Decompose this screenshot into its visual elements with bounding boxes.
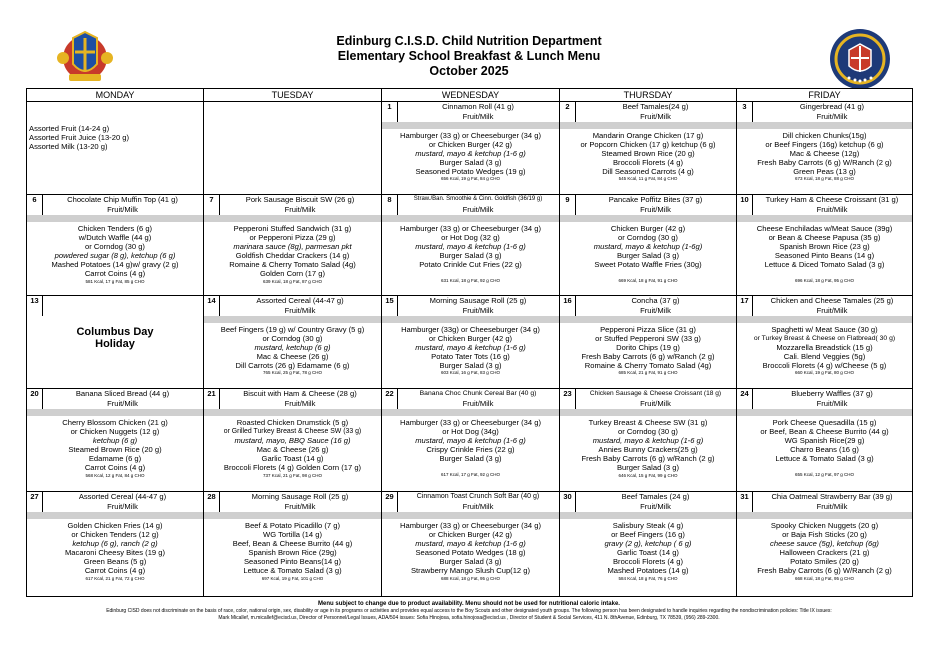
breakfast-item: Chicken Sausage & Cheese Croissant (18 g) [589, 390, 722, 397]
day-number: 23 [560, 389, 576, 409]
lunch-item: Lettuce & Diced Tomato Salad (3 g) [764, 260, 885, 270]
lunch-item: Mac & Cheese (26 g) [256, 352, 329, 362]
lunch-item: Cheese Enchiladas w/Meat Sauce (39g) [756, 224, 893, 233]
separator-band [382, 512, 559, 519]
fruit-milk: Fruit/Milk [284, 501, 316, 511]
lunch-item: Dorito Chips (19 g) [616, 343, 680, 353]
separator-band [27, 409, 203, 416]
lunch-item: Beef & Potato Picadillo (7 g) [245, 521, 340, 530]
lunch-item: Beef, Bean & Cheese Burrito (44 g) [232, 539, 353, 549]
nutrition-info: 668 Kcal, 18 g Fat, 95 g CHO [794, 575, 855, 581]
menu-notice: Menu subject to change due to product availability. Menu should not be used for nutritional caloric intake. [318, 601, 620, 607]
day-number: 14 [204, 296, 220, 316]
fruit-milk: Fruit/Milk [640, 398, 671, 408]
day-number: 7 [204, 195, 220, 215]
separator-band [737, 512, 912, 519]
day-cell-oct-21 [204, 389, 382, 492]
breakfast-item: Pancake Poffitz Bites (37 g) [608, 195, 703, 204]
fruit-milk: Fruit/Milk [816, 305, 848, 315]
lunch-item: Spooky Chicken Nuggets (20 g) [770, 521, 879, 530]
lunch-item: Carrot Coins (4 g) [84, 269, 146, 279]
lunch-item: Burger Salad (3 g) [439, 158, 502, 168]
lunch-item: Annies Bunny Crackers(25 g) [598, 445, 698, 455]
lunch-item: Pepperoni Stuffed Sandwich (31 g) [233, 224, 352, 233]
breakfast-item: Chia Oatmeal Strawberry Bar (39 g) [771, 492, 893, 501]
separator-band [560, 215, 736, 222]
lunch-item: Beef Fingers (19 g) w/ Country Gravy (5 g) [220, 325, 365, 334]
nutrition-info: 617 Kcal, 21 g Fat, 72 g CHO [85, 575, 145, 581]
lunch-item: Hamburger (33 g) or Cheeseburger (34 g) [400, 418, 541, 427]
lunch-item: Mandarin Orange Chicken (17 g) [592, 131, 704, 140]
nutrition-info: 617 Kcal, 17 g Fat, 92 g CHO [440, 472, 501, 478]
breakfast-item: Chicken and Cheese Tamales (25 g) [770, 296, 894, 305]
lunch-item: Hamburger (33g) or Cheeseburger (34 g) [401, 325, 540, 334]
condiments: ketchup (6 g), ranch (2 g) [72, 539, 158, 549]
lunch-item: Carrot Coins (4 g) [84, 463, 146, 473]
day-number: 8 [382, 195, 398, 215]
day-cell-oct-29 [382, 492, 560, 597]
day-cell-oct-30 [560, 492, 737, 597]
lunch-item: or Hot Dog (34g) [442, 427, 499, 437]
fruit-milk: Fruit/Milk [284, 204, 316, 214]
lunch-item: Broccoli Florets (4 g) [612, 557, 684, 567]
lunch-item: Hamburger (33 g) or Cheeseburger (34 g) [400, 224, 541, 233]
day-header-wednesday: WEDNESDAY [382, 89, 560, 102]
day-number: 10 [737, 195, 753, 215]
fruit-milk: Fruit/Milk [816, 111, 848, 121]
nutrition-info: 669 Kcal, 18 g Fat, 91 g CHO [618, 278, 678, 284]
day-cell-oct-17 [737, 296, 913, 389]
lunch-item: or Beef Fingers (16 g) [611, 530, 685, 540]
separator-band [737, 215, 912, 222]
fruit-milk: Fruit/Milk [816, 398, 848, 408]
lunch-item: Dill Carrots (26 g) Edamame (6 g) [235, 361, 350, 371]
separator-band [737, 122, 912, 129]
lunch-item: or Stuffed Pepperoni SW (33 g) [595, 334, 701, 344]
lunch-item: Spanish Brown Rice (23 g) [779, 242, 870, 252]
day-number: 22 [382, 389, 398, 409]
nutrition-info: 673 Kcal, 18 g Fat, 88 g CHO [794, 176, 855, 182]
lunch-item: or Beef Fingers (16g) ketchup (6 g) [765, 140, 884, 150]
lunch-item: Spanish Brown Rice (29g) [248, 548, 337, 558]
day-number: 2 [560, 102, 576, 122]
lunch-item: Lettuce & Tomato Salad (3 g) [243, 566, 342, 576]
day-cell-oct-13 [27, 296, 204, 389]
lunch-item: Mac & Cheese (12g) [789, 149, 860, 159]
nutrition-info: 696 Kcal, 18 g Fat, 95 g CHO [794, 278, 855, 284]
lunch-item: Mashed Potatoes (14 g) [607, 566, 689, 576]
lunch-item: Dill Seasoned Carrots (4 g) [602, 167, 694, 177]
nutrition-info: 545 Kcal, 11 g Fat, 84 g CHO [618, 176, 678, 182]
separator-band [560, 512, 736, 519]
lunch-item: Steamed Brown Rice (20 g) [68, 445, 162, 455]
lunch-item: Lettuce & Tomato Salad (3 g) [775, 454, 874, 464]
breakfast-item: Straw./Ban. Smoothie & Cinn. Goldfish (36/19 g) [413, 196, 543, 202]
lunch-item: Fresh Baby Carrots (6 g) W/Ranch (2 g) [757, 158, 892, 168]
separator-band [204, 316, 381, 323]
menu-header [0, 34, 938, 79]
lunch-item: Charro Beans (16 g) [790, 445, 859, 455]
fruit-milk: Fruit/Milk [640, 501, 671, 511]
day-cell-oct-16 [560, 296, 737, 389]
lunch-item: w/Dutch Waffle (44 g) [78, 233, 152, 243]
lunch-item: Potato Crinkle Cut Fries (22 g) [419, 260, 522, 270]
lunch-item: Edamame (6 g) [88, 454, 142, 464]
week-row-1 [27, 102, 913, 195]
lunch-item: Burger Salad (3 g) [616, 251, 680, 261]
menu-title: Elementary School Breakfast & Lunch Menu [337, 49, 601, 63]
option-milk: Assorted Milk (13-20 g) [29, 142, 108, 152]
lunch-item: Cali. Blend Veggies (5g) [783, 352, 866, 362]
fruit-milk: Fruit/Milk [462, 305, 494, 315]
lunch-item: or Chicken Tenders (12 g) [71, 530, 159, 540]
lunch-item: or Bean & Cheese Papusa (35 g) [768, 233, 881, 243]
lunch-item: Romaine & Cherry Tomato Salad (4g) [584, 361, 712, 371]
lunch-item: Pepperoni Pizza Slice (31 g) [600, 325, 696, 334]
lunch-item: Garlic Toast (14 g) [261, 454, 324, 464]
day-number: 31 [737, 492, 753, 512]
condiments: mustard, mayo & ketchup (1-6 g) [415, 436, 526, 446]
lunch-item: Broccoli Florets (4 g) Golden Corn (17 g) [223, 463, 362, 473]
day-cell-oct-15 [382, 296, 560, 389]
breakfast-item: Biscuit with Ham & Cheese (28 g) [243, 389, 357, 398]
lunch-item: Burger Salad (3 g) [439, 454, 502, 464]
lunch-item: Dill chicken Chunks(15g) [782, 131, 867, 140]
condiments: powdered sugar (8 g), ketchup (6 g) [54, 251, 176, 261]
lunch-item: Strawberry Mango Slush Cup(12 g) [410, 566, 531, 576]
nutrition-info: 737 Kcal, 21 g Fat, 98 g CHO [262, 472, 323, 478]
lunch-item: or Hot Dog (32 g) [441, 233, 500, 243]
condiments: mustard, mayo, BBQ Sauce (16 g) [234, 436, 351, 446]
day-header-thursday: THURSDAY [560, 89, 737, 102]
fruit-milk: Fruit/Milk [816, 501, 848, 511]
day-cell-mon-blank [27, 102, 204, 195]
holiday-label: Holiday [95, 338, 135, 350]
week-row-3 [27, 296, 913, 389]
breakfast-item: Pork Sausage Biscuit SW (26 g) [245, 195, 355, 204]
day-number: 24 [737, 389, 753, 409]
lunch-item: Fresh Baby Carrots (6 g) w/Ranch (2 g) [581, 454, 715, 464]
breakfast-item: Chocolate Chip Muffin Top (41 g) [67, 195, 178, 204]
nutrition-info: 660 Kcal, 19 g Fat, 80 g CHO [794, 370, 855, 376]
day-cell-oct-31 [737, 492, 913, 597]
lunch-item: Hamburger (33 g) or Cheeseburger (34 g) [400, 521, 541, 530]
lunch-item: Fresh Baby Carrots (6 g) W/Ranch (2 g) [757, 566, 892, 576]
day-number: 29 [382, 492, 398, 512]
nondiscrimination-statement [20, 608, 918, 622]
lunch-item: Broccoli Florets (4 g) w/Cheese (5 g) [762, 361, 887, 371]
separator-band [560, 316, 736, 323]
day-cell-tue-blank [204, 102, 382, 195]
separator-band [560, 409, 736, 416]
condiments: marinara sauce (8g), parmesan pkt [233, 242, 352, 252]
lunch-item: or Baja Fish Sticks (20 g) [782, 530, 867, 540]
day-cell-oct-10 [737, 195, 913, 296]
separator-band [382, 409, 559, 416]
breakfast-item: Banana Sliced Bread (44 g) [75, 389, 170, 398]
day-cell-oct-20 [27, 389, 204, 492]
day-number: 9 [560, 195, 576, 215]
lunch-item: Macaroni Cheesy Bites (19 g) [64, 548, 166, 558]
menu-month: October 2025 [429, 64, 509, 78]
fruit-milk: Fruit/Milk [107, 204, 138, 214]
lunch-item: Steamed Brown Rice (20 g) [601, 149, 695, 159]
lunch-item: WG Tortilla (14 g) [263, 530, 322, 540]
lunch-item: or Corndog (30 g) [618, 427, 678, 437]
nutrition-info: 646 Kcal, 15 g Fat, 99 g CHO [618, 472, 678, 478]
lunch-item: Mozzarella Breadstick (15 g) [776, 343, 873, 353]
day-number: 1 [382, 102, 398, 122]
lunch-item: Cherry Blossom Chicken (21 g) [62, 418, 168, 427]
lunch-item: Seasoned Potato Wedges (19 g) [415, 167, 526, 177]
lunch-item: Potato Smiles (20 g) [790, 557, 859, 567]
lunch-item: Seasoned Pinto Beans(14 g) [243, 557, 342, 567]
day-cell-oct-7 [204, 195, 382, 296]
day-number: 6 [27, 195, 43, 215]
separator-band [27, 512, 203, 519]
fruit-milk: Fruit/Milk [640, 111, 671, 121]
nutrition-info: 655 Kcal, 12 g Fat, 97 g CHO [794, 472, 855, 478]
breakfast-item: Cinnamon Toast Crunch Soft Bar (40 g) [416, 493, 540, 500]
lunch-item: or Chicken Burger (42 g) [428, 140, 513, 150]
nutrition-info: 568 Kcal, 12 g Fat, 84 g CHO [85, 472, 145, 478]
breakfast-item: Morning Sausage Roll (25 g) [251, 492, 349, 501]
nutrition-info: 631 Kcal, 18 g Fat, 92 g CHO [440, 278, 501, 284]
nutrition-info: 685 Kcal, 21 g Fat, 91 g CHO [618, 370, 678, 376]
disclaimer-line-1: Edinburg CISD does not discriminate on the basis of race, color, national origin, sex, disability or age in its programs or activities and provides equal access to the Boy Scouts and other designated youth groups. The following person has been designated to handle inquiries regarding the nondiscrimination policies: Title IX issues: [106, 608, 832, 614]
separator-band [204, 409, 381, 416]
separator-band [27, 215, 203, 222]
day-header-tuesday: TUESDAY [204, 89, 382, 102]
lunch-item: Seasoned Pinto Beans (14 g) [774, 251, 875, 261]
separator-band [737, 316, 912, 323]
fruit-milk: Fruit/Milk [284, 305, 316, 315]
lunch-item: Romaine & Cherry Tomato Salad (4g) [229, 260, 356, 270]
lunch-item: or Chicken Burger (42 g) [428, 334, 513, 344]
separator-band [382, 316, 559, 323]
lunch-item: Green Peas (13 g) [793, 167, 856, 177]
lunch-item: WG Spanish Rice(29 g) [784, 436, 865, 446]
day-number: 20 [27, 389, 43, 409]
condiments: mustard, mayo & ketchup (1-6 g) [415, 242, 526, 252]
lunch-item: Fresh Baby Carrots (6 g) w/Ranch (2 g) [581, 352, 715, 362]
condiments: mustard, mayo & ketchup (1-6 g) [415, 149, 526, 159]
nutrition-info: 581 Kcal, 17 g Fat, 85 g CHO [85, 278, 145, 284]
fruit-milk: Fruit/Milk [462, 204, 494, 214]
day-number: 17 [737, 296, 753, 316]
breakfast-item: Beef Tamales(24 g) [622, 102, 689, 111]
week-row-5 [27, 492, 913, 597]
lunch-item: Burger Salad (3 g) [439, 361, 502, 371]
day-cell-oct-8 [382, 195, 560, 296]
holiday-name: Columbus Day [76, 326, 154, 338]
lunch-item: Mashed Potatoes (14 g)w/ gravy (2 g) [51, 260, 179, 270]
separator-band [204, 215, 381, 222]
condiments: gravy (2 g), ketchup ( 6 g) [604, 539, 692, 549]
breakfast-item: Gingerbread (41 g) [799, 102, 865, 111]
lunch-item: Chicken Tenders (6 g) [77, 224, 153, 233]
day-cell-oct-14 [204, 296, 382, 389]
day-number: 3 [737, 102, 753, 122]
day-header-friday: FRIDAY [737, 89, 913, 102]
lunch-item: Garlic Toast (14 g) [617, 548, 679, 558]
day-cell-oct-23 [560, 389, 737, 492]
nutrition-info: 688 Kcal, 18 g Fat, 95 g CHO [440, 575, 501, 581]
day-cell-oct-2 [560, 102, 737, 195]
week-row-2 [27, 195, 913, 296]
disclaimer-line-2: Mark Micallef, m.micallef@ecisd.us, Director of Personnel/Legal Issues, ADA/504 issues: Sofia Hinojosa, sofia.hinojosa@ecisd.us , Director of Student & Social Services, 411 N. 8thAvenue, Edinburg, TX 78539, (956) 289-2300. [218, 615, 720, 621]
lunch-item: Turkey Breast & Cheese SW (31 g) [588, 418, 708, 427]
condiments: mustard, mayo & ketchup (1-6g) [593, 242, 703, 252]
day-cell-oct-24 [737, 389, 913, 492]
lunch-item: or Chicken Burger (42 g) [428, 530, 513, 540]
day-cell-oct-27 [27, 492, 204, 597]
lunch-item: or Corndog (30 g) [85, 242, 145, 252]
lunch-item: or Corndog (30 g) [262, 334, 323, 344]
breakfast-item: Beef Tamales (24 g) [621, 492, 690, 501]
lunch-item: Golden Corn (17 g) [259, 269, 325, 279]
fruit-milk: Fruit/Milk [462, 398, 494, 408]
day-number: 13 [27, 296, 43, 316]
breakfast-item: Morning Sausage Roll (25 g) [429, 296, 527, 305]
lunch-item: Burger Salad (3 g) [439, 251, 502, 261]
lunch-item: or Pepperoni Pizza (29 g) [249, 233, 336, 243]
lunch-item: Halloween Crackers (21 g) [779, 548, 870, 558]
lunch-item: Broccoli Florets (4 g) [612, 158, 684, 168]
fruit-milk: Fruit/Milk [640, 204, 671, 214]
lunch-item: Chicken Burger (42 g) [610, 224, 686, 233]
day-number: 27 [27, 492, 43, 512]
lunch-item: Burger Salad (3 g) [616, 463, 680, 473]
day-cell-oct-22 [382, 389, 560, 492]
lunch-item: or Popcorn Chicken (17 g) ketchup (6 g) [580, 140, 716, 150]
day-number: 16 [560, 296, 576, 316]
condiments: cheese sauce (5g), ketchup (6g) [770, 539, 879, 549]
breakfast-item: Cinnamon Roll (41 g) [442, 102, 514, 111]
separator-band [737, 409, 912, 416]
lunch-item: Sweet Potato Waffle Fries (30g) [594, 260, 702, 270]
lunch-item: Green Beans (5 g) [83, 557, 147, 567]
lunch-item: Pork Cheese Quesadilla (15 g) [772, 418, 877, 427]
lunch-item: or Beef, Bean & Cheese Burrito (44 g) [760, 427, 889, 437]
lunch-item: Potato Tater Tots (16 g) [431, 352, 510, 362]
lunch-item: or Corndog (30 g) [618, 233, 678, 243]
nutrition-info: 697 Kcal, 19 g Fat, 101 g CHO [261, 575, 324, 581]
option-fruit: Assorted Fruit (14-24 g) [29, 124, 110, 133]
nutrition-info: 603 Kcal, 16 g Fat, 83 g CHO [440, 370, 501, 376]
day-header-row [27, 89, 913, 102]
fruit-milk: Fruit/Milk [284, 398, 316, 408]
breakfast-item: Assorted Cereal (44-47 g) [256, 296, 344, 305]
condiments: ketchup (6 g) [92, 436, 138, 446]
breakfast-item: Concha (37 g) [631, 296, 680, 305]
lunch-item: Spaghetti w/ Meat Sauce (30 g) [771, 325, 878, 334]
day-cell-oct-28 [204, 492, 382, 597]
condiments: mustard, mayo & ketchup (1-6 g) [592, 436, 704, 446]
day-cell-oct-6 [27, 195, 204, 296]
lunch-item: or Grilled Turkey Breast & Cheese SW (33 g) [223, 428, 362, 436]
week-row-4 [27, 389, 913, 492]
lunch-item: Mac & Cheese (26 g) [256, 445, 329, 455]
day-cell-oct-1 [382, 102, 560, 195]
fruit-milk: Fruit/Milk [462, 501, 494, 511]
day-number: 28 [204, 492, 220, 512]
fruit-milk: Fruit/Milk [462, 111, 494, 121]
nutrition-info: 765 Kcal, 25 g Fat, 78 g CHO [262, 370, 323, 376]
nutrition-info: 656 Kcal, 19 g Fat, 84 g CHO [440, 176, 501, 182]
menu-calendar [26, 88, 913, 597]
nutrition-info: 639 Kcal, 18 g Fat, 87 g CHO [262, 278, 323, 284]
lunch-item: Crispy Crinkle Fries (22 g) [426, 445, 515, 455]
department-title: Edinburg C.I.S.D. Child Nutrition Department [336, 34, 602, 48]
fruit-milk: Fruit/Milk [640, 305, 671, 315]
separator-band [382, 122, 559, 129]
condiments: mustard, mayo & ketchup (1-6 g) [415, 539, 526, 549]
option-juice: Assorted Fruit Juice (13-20 g) [29, 133, 130, 143]
condiments: mustard, mayo & ketchup (1-6 g) [415, 343, 526, 353]
lunch-item: or Turkey Breast & Cheese on Flatbread( 30 g) [753, 335, 896, 343]
lunch-item: Carrot Coins (4 g) [84, 566, 146, 576]
separator-band [204, 512, 381, 519]
fruit-milk: Fruit/Milk [816, 204, 848, 214]
lunch-item: Seasoned Potato Wedges (18 g) [415, 548, 526, 558]
breakfast-item: Blueberry Waffles (37 g) [791, 389, 873, 398]
breakfast-item: Turkey Ham & Cheese Croissant (31 g) [765, 195, 899, 204]
fruit-milk: Fruit/Milk [107, 398, 138, 408]
lunch-item: Hamburger (33 g) or Cheeseburger (34 g) [400, 131, 541, 140]
condiments: mustard, ketchup (6 g) [254, 343, 331, 353]
lunch-item: Goldfish Cheddar Crackers (14 g) [235, 251, 350, 261]
breakfast-item: Banana Choc Chunk Cereal Bar (40 g) [419, 390, 537, 397]
nutrition-info: 584 Kcal, 18 g Fat, 76 g CHO [618, 575, 678, 581]
separator-band [560, 122, 736, 129]
day-cell-oct-3 [737, 102, 913, 195]
day-number: 30 [560, 492, 576, 512]
fruit-milk: Fruit/Milk [107, 501, 138, 511]
separator-band [382, 215, 559, 222]
lunch-item: Burger Salad (3 g) [439, 557, 502, 567]
lunch-item: Golden Chicken Fries (14 g) [67, 521, 163, 530]
day-header-monday: MONDAY [27, 89, 204, 102]
lunch-item: Roasted Chicken Drumstick (5 g) [236, 418, 349, 427]
lunch-item: or Chicken Nuggets (12 g) [70, 427, 160, 437]
daily-options [27, 102, 203, 151]
breakfast-item: Assorted Cereal (44-47 g) [78, 492, 167, 501]
day-number: 21 [204, 389, 220, 409]
day-number: 15 [382, 296, 398, 316]
lunch-item: Salisbury Steak (4 g) [612, 521, 684, 530]
day-cell-oct-9 [560, 195, 737, 296]
